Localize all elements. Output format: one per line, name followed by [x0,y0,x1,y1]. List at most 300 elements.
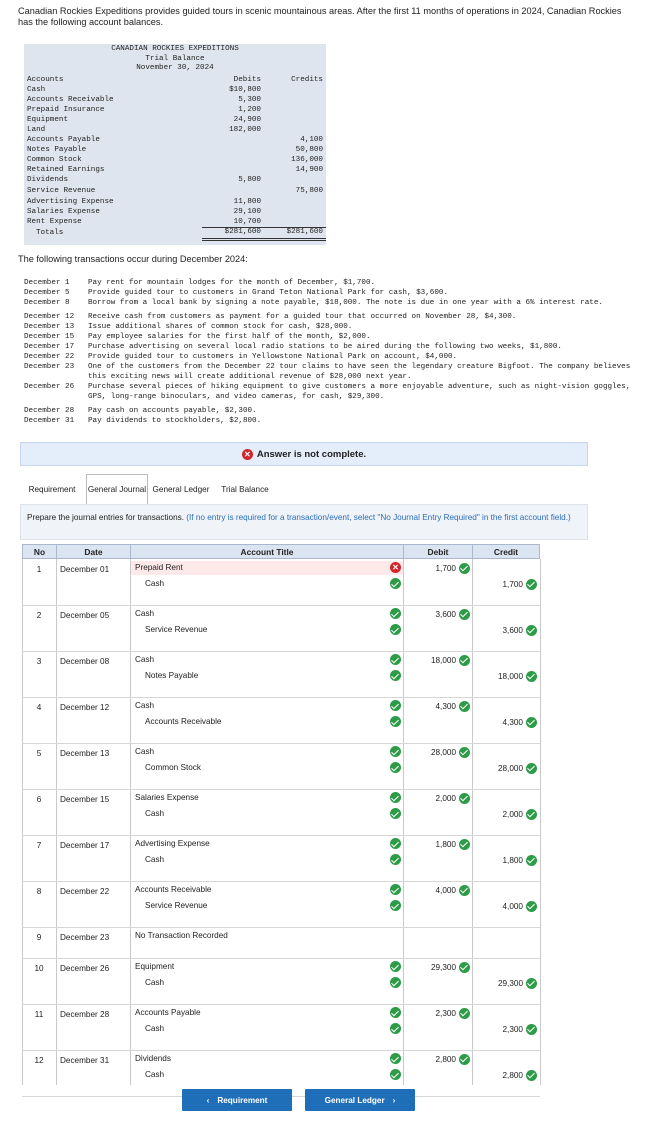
entry-number: 10 [34,964,44,973]
tb-account: Accounts Payable [27,135,100,144]
debit-account-value: Salaries Expense [135,793,199,802]
tb-account: Prepaid Insurance [27,105,105,114]
debit-account-value: Cash [135,747,155,756]
answer-status-banner [20,442,588,466]
correct-icon [459,609,470,620]
credit-account-value: Accounts Receivable [145,717,222,726]
tb-total-debits: $281,600 [202,228,264,240]
col-header-no: No [22,544,57,559]
chevron-left-icon: ‹ [206,1095,210,1105]
credit-account-field[interactable] [131,976,403,990]
correct-icon [390,1023,401,1034]
tb-credit: 75,800 [295,186,323,195]
credit-account-value: Cash [145,1024,165,1033]
correct-icon [390,670,401,681]
transaction-date: December 22 [24,353,75,361]
entry-number: 3 [36,657,42,666]
transaction-text: Pay rent for mountain lodges for the month of December, $1,700. [88,279,376,287]
tb-table [24,76,326,241]
correct-icon [526,625,537,636]
correct-icon [459,1008,470,1019]
entry-date: December 17 [60,841,110,850]
transaction-item [24,312,649,322]
credit-account-field[interactable] [131,623,403,637]
debit-account-field[interactable] [131,837,403,851]
banner-text: Answer is not complete. [256,448,367,460]
transaction-item [24,362,649,382]
tb-credit: 14,900 [295,165,323,174]
debit-account-field[interactable] [131,653,403,667]
tb-debit: $10,800 [229,85,261,94]
next-general-ledger-button[interactable] [305,1089,415,1111]
tb-credit [264,126,326,136]
tab-bar [20,474,278,504]
prev-requirement-button[interactable] [182,1089,292,1111]
debit-account-field[interactable] [131,1052,403,1066]
entry-date: December 12 [60,703,110,712]
debit-amount-field[interactable] [404,960,470,974]
tb-row [24,106,326,116]
transaction-item [24,298,649,308]
tb-debit: 182,000 [229,125,261,134]
correct-icon [526,579,537,590]
debit-account-field[interactable] [131,960,403,974]
col-header-debit: Debit [403,544,473,559]
debit-account-field[interactable] [131,1006,403,1020]
tb-debit [202,136,264,146]
tb-account: Rent Expense [27,217,82,226]
credit-amount-field[interactable] [473,1068,537,1082]
tb-debit: 11,800 [233,197,261,206]
tb-row [24,208,326,218]
tb-company: CANADIAN ROCKIES EXPEDITIONS [111,45,239,53]
credit-amount-value: 2,800 [502,1070,523,1080]
entry-divider [22,958,540,959]
credit-amount-value: 3,600 [502,625,523,635]
correct-icon [390,884,401,895]
credit-account-value: Cash [145,978,165,987]
tb-account: Retained Earnings [27,165,105,174]
debit-account-field[interactable] [131,561,403,575]
debit-amount-value: 4,000 [435,885,456,895]
instruction-text: Prepare the journal entries for transactions. [27,513,185,522]
error-icon: ✕ [242,449,253,460]
tb-account: Common Stock [27,155,82,164]
transaction-text: Receive cash from customers as payment for a guided tour that occurred on November 28, $4,300. [88,313,517,321]
entry-number: 7 [36,841,42,850]
debit-amount-field[interactable] [404,1052,470,1066]
tb-account: Service Revenue [27,186,96,195]
credit-amount-field[interactable] [473,853,537,867]
debit-amount-field[interactable] [404,883,470,897]
credit-amount-value: 1,800 [502,855,523,865]
entry-divider [22,605,540,606]
debit-amount-value: 1,700 [435,563,456,573]
tb-row [24,166,326,176]
correct-icon [390,700,401,711]
entry-number: 11 [34,1010,44,1019]
debit-account-value: No Transaction Recorded [135,931,228,940]
debit-account-value: Cash [135,701,155,710]
correct-icon [526,809,537,820]
tb-totals-row [24,228,326,240]
transaction-item [24,342,649,352]
debit-amount-value: 2,300 [435,1008,456,1018]
correct-icon [526,763,537,774]
correct-icon [459,962,470,973]
tb-header-accounts: Accounts [27,75,64,84]
debit-account-field[interactable] [131,929,403,943]
tb-credit [264,96,326,106]
tb-credit [264,86,326,96]
tb-header-debits: Debits [233,75,261,84]
debit-account-value: Equipment [135,962,175,971]
tb-account: Land [27,125,46,134]
tb-debit: 24,900 [233,115,261,124]
tb-credit: 4,100 [300,135,323,144]
entry-number: 9 [36,933,42,942]
correct-icon [526,717,537,728]
transaction-date: December 5 [24,289,70,297]
entry-date: December 15 [60,795,110,804]
entry-number: 1 [36,565,42,574]
correct-icon [390,977,401,988]
tb-credit: 136,000 [291,155,323,164]
debit-account-value: Advertising Expense [135,839,210,848]
entry-date: December 01 [60,565,110,574]
correct-icon [459,885,470,896]
transaction-text: Provide guided tour to customers in Grand Teton National Park for cash, $3,600. [88,289,449,297]
credit-account-value: Cash [145,855,165,864]
prev-button-label: Requirement [217,1095,268,1105]
tb-debit: 29,100 [233,207,261,216]
tab-general-journal[interactable]: General Journal [86,474,148,504]
debit-account-field[interactable] [131,745,403,759]
tb-title: Trial Balance [145,54,205,63]
correct-icon [526,855,537,866]
tab-requirement[interactable]: Requirement [20,474,84,504]
transactions-heading: The following transactions occur during December 2024: [18,254,248,264]
correct-icon [390,1007,401,1018]
tb-row [24,176,326,186]
tb-credit [264,198,326,208]
correct-icon [390,762,401,773]
entry-date: December 22 [60,887,110,896]
entry-number: 8 [36,887,42,896]
entry-date: December 28 [60,1010,110,1019]
tb-row [24,198,326,208]
tb-total-credits: $281,600 [264,228,326,240]
entry-divider [22,927,540,928]
debit-account-field[interactable] [131,883,403,897]
correct-icon [526,978,537,989]
debit-amount-value: 2,800 [435,1054,456,1064]
transaction-date: December 1 [24,279,70,287]
credit-amount-value: 2,300 [502,1024,523,1034]
tb-row [24,146,326,156]
credit-amount-value: 2,000 [502,809,523,819]
correct-icon [459,1054,470,1065]
transaction-date: December 12 [24,313,75,321]
credit-account-value: Cash [145,1070,165,1079]
tab-trial-balance[interactable]: Trial Balance [214,474,276,504]
transaction-item [24,406,649,416]
tb-row [24,218,326,228]
tb-credit [264,116,326,126]
tb-credit [264,218,326,228]
transaction-date: December 13 [24,323,75,331]
col-header-credit: Credit [472,544,540,559]
correct-icon [390,578,401,589]
correct-icon [526,671,537,682]
incorrect-icon: ✕ [390,562,401,573]
entry-divider [22,651,540,652]
tb-debit [202,186,264,198]
tb-debit [202,166,264,176]
credit-amount-field[interactable] [473,899,537,913]
correct-icon [390,1053,401,1064]
debit-amount-value: 3,600 [435,609,456,619]
tb-credit: 50,800 [295,145,323,154]
credit-account-field[interactable] [131,807,403,821]
tb-account: Dividends [27,175,69,184]
credit-account-field[interactable] [131,577,403,591]
transaction-date: December 8 [24,299,70,307]
entry-date: December 26 [60,964,110,973]
tb-account: Advertising Expense [27,197,114,206]
correct-icon [390,961,401,972]
correct-icon [390,900,401,911]
tb-row [24,126,326,136]
tb-debit [202,146,264,156]
correct-icon [390,792,401,803]
correct-icon [390,746,401,757]
debit-amount-field[interactable] [404,837,470,851]
correct-icon [526,901,537,912]
credit-account-value: Cash [145,809,165,818]
grid-line [540,559,541,1085]
credit-amount-value: 1,700 [502,579,523,589]
credit-amount-field[interactable] [473,715,537,729]
transaction-date: December 15 [24,333,75,341]
entry-number: 5 [36,749,42,758]
correct-icon [526,1070,537,1081]
credit-account-field[interactable] [131,1022,403,1036]
credit-amount-field[interactable] [473,669,537,683]
debit-amount-field[interactable] [404,607,470,621]
correct-icon [459,793,470,804]
tb-debit: 5,300 [238,95,261,104]
transaction-date: December 31 [24,417,75,425]
entry-number: 6 [36,795,42,804]
transaction-date: December 17 [24,343,75,351]
credit-account-value: Common Stock [145,763,201,772]
credit-account-field[interactable] [131,899,403,913]
tb-account: Salaries Expense [27,207,100,216]
credit-account-field[interactable] [131,761,403,775]
entry-divider [22,835,540,836]
entry-date: December 13 [60,749,110,758]
correct-icon [390,808,401,819]
transaction-text: Pay dividends to stockholders, $2,800. [88,417,262,425]
credit-amount-field[interactable] [473,577,537,591]
credit-amount-field[interactable] [473,761,537,775]
tb-credit [264,176,326,186]
tb-credit [264,106,326,116]
credit-amount-field[interactable] [473,807,537,821]
transaction-text: Provide guided tour to customers in Yellowstone National Park on account, $4,000. [88,353,458,361]
correct-icon [459,839,470,850]
tb-totals-label: Totals [36,228,64,237]
tb-date: November 30, 2024 [136,64,214,72]
correct-icon [390,624,401,635]
tab-general-ledger[interactable]: General Ledger [150,474,212,504]
tb-account: Accounts Receivable [27,95,114,104]
debit-account-field[interactable] [131,607,403,621]
col-header-account: Account Title [130,544,404,559]
correct-icon [390,654,401,665]
transaction-item [24,322,649,332]
entry-divider [22,789,540,790]
transaction-text: Pay cash on accounts payable, $2,300. [88,407,257,415]
correct-icon [390,1069,401,1080]
chevron-right-icon: › [392,1095,396,1105]
credit-account-value: Service Revenue [145,901,208,910]
trial-balance [24,44,326,245]
credit-account-value: Notes Payable [145,671,199,680]
entry-date: December 08 [60,657,110,666]
debit-amount-value: 2,000 [435,793,456,803]
tb-account: Notes Payable [27,145,87,154]
transaction-text: Purchase several pieces of hiking equipment to give customers a more enjoyable adventure, such as night-vision goggles, GPS, long-range binoculars, and video cameras, for cash, $29,300. [88,383,631,401]
credit-account-field[interactable] [131,715,403,729]
credit-account-value: Cash [145,579,165,588]
debit-amount-field[interactable] [404,745,470,759]
transaction-item [24,352,649,362]
debit-account-field[interactable] [131,699,403,713]
grid-line [472,559,473,1085]
transaction-item [24,416,649,426]
transaction-item [24,332,649,342]
entry-date: December 31 [60,1056,110,1065]
col-header-date: Date [56,544,131,559]
credit-amount-value: 18,000 [497,671,523,681]
correct-icon [459,563,470,574]
entry-number: 4 [36,703,42,712]
debit-amount-field[interactable] [404,1006,470,1020]
credit-account-value: Service Revenue [145,625,208,634]
entry-divider [22,1050,540,1051]
entry-number: 2 [36,611,42,620]
debit-amount-field[interactable] [404,561,470,575]
tb-header-row [24,76,326,86]
problem-intro: Canadian Rockies Expeditions provides guided tours in scenic mountainous areas. After the first 11 months of operations in 2024, Canadian Rockies has the following account balances. [18,6,622,27]
credit-amount-field[interactable] [473,1022,537,1036]
transaction-date: December 26 [24,383,75,391]
transaction-text: Borrow from a local bank by signing a note payable, $18,000. The note is due in one year with a 6% interest rate. [88,299,603,307]
debit-account-value: Dividends [135,1054,171,1063]
credit-account-field[interactable] [131,853,403,867]
credit-amount-value: 4,300 [502,717,523,727]
tb-row [24,86,326,96]
debit-amount-value: 29,300 [430,962,456,972]
credit-amount-value: 28,000 [497,763,523,773]
grid-line [56,559,57,1085]
credit-amount-value: 4,000 [502,901,523,911]
credit-amount-value: 29,300 [497,978,523,988]
tb-debit [202,156,264,166]
transaction-text: Issue additional shares of common stock for cash, $28,000. [88,323,353,331]
correct-icon [526,1024,537,1035]
tb-row [24,136,326,146]
debit-amount-field[interactable] [404,791,470,805]
correct-icon [390,838,401,849]
tb-row [24,96,326,106]
debit-amount-field[interactable] [404,699,470,713]
transaction-item [24,278,649,288]
debit-account-value: Accounts Receivable [135,885,212,894]
entry-divider [22,1004,540,1005]
debit-account-field[interactable] [131,791,403,805]
tb-header-credits: Credits [291,75,323,84]
credit-account-field[interactable] [131,1068,403,1082]
debit-amount-value: 28,000 [430,747,456,757]
tb-row [24,116,326,126]
debit-amount-field[interactable] [404,653,470,667]
tb-account: Cash [27,85,46,94]
entry-divider [22,743,540,744]
entry-number: 12 [34,1056,44,1065]
tb-row [24,156,326,166]
entry-divider [22,697,540,698]
correct-icon [459,655,470,666]
credit-amount-field[interactable] [473,623,537,637]
instruction-box [20,504,588,540]
tb-row [24,186,326,198]
tb-debit: 10,700 [202,218,264,228]
instruction-note: (If no entry is required for a transaction/event, select "No Journal Entry Required" in the first account field.) [186,513,571,522]
debit-amount-value: 4,300 [435,701,456,711]
transaction-text: One of the customers from the December 22 tour claims to have seen the legendary creature Bigfoot. The company believes this exciting news will create additional revenue of $28,000 next year. [88,363,631,381]
debit-amount-value: 1,800 [435,839,456,849]
transactions-list [24,278,649,426]
tb-debit: 5,800 [238,175,261,184]
debit-account-value: Cash [135,609,155,618]
debit-account-value: Accounts Payable [135,1008,201,1017]
correct-icon [390,854,401,865]
transaction-text: Purchase advertising on several local radio stations to be aired during the following two weeks, $1,800. [88,343,562,351]
credit-amount-field[interactable] [473,976,537,990]
entry-date: December 23 [60,933,110,942]
tb-credit [264,208,326,218]
grid-line [22,559,23,1085]
correct-icon [390,608,401,619]
transaction-date: December 23 [24,363,75,371]
debit-account-value: Prepaid Rent [135,563,183,572]
credit-account-field[interactable] [131,669,403,683]
next-button-label: General Ledger [324,1095,385,1105]
debit-account-value: Cash [135,655,155,664]
entry-date: December 05 [60,611,110,620]
correct-icon [459,701,470,712]
correct-icon [459,747,470,758]
debit-amount-value: 18,000 [430,655,456,665]
entry-divider [22,881,540,882]
tb-account: Equipment [27,115,69,124]
transaction-text: Pay employee salaries for the first half of the month, $2,000. [88,333,371,341]
transaction-item [24,288,649,298]
correct-icon [390,716,401,727]
